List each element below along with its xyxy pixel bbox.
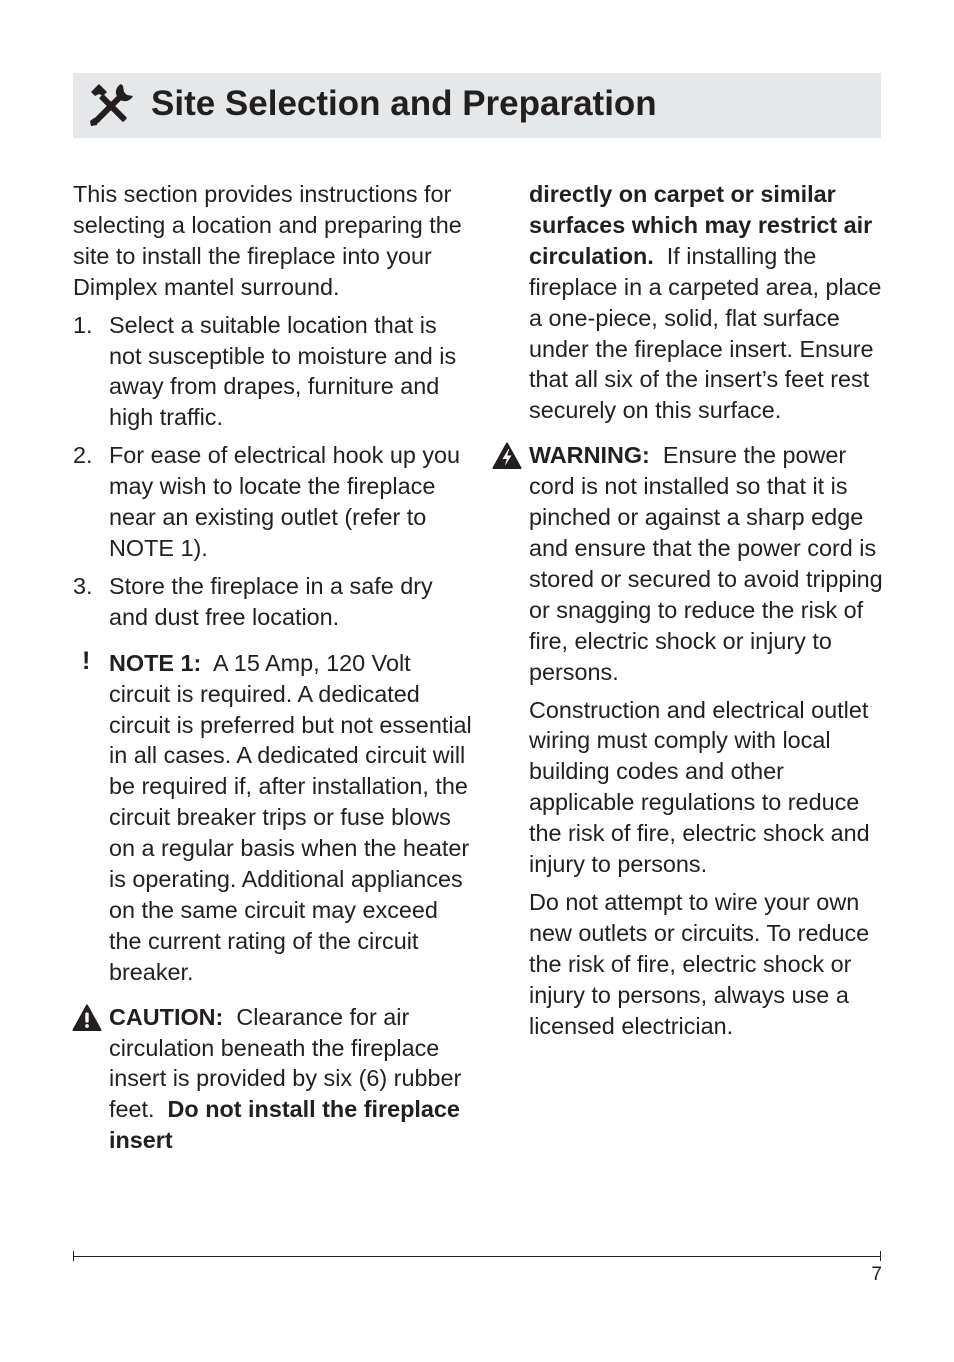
caution-block [73, 1002, 473, 1157]
list-item [73, 440, 473, 564]
warning-label: WARNING: [529, 442, 650, 469]
caution-label: CAUTION: [109, 1003, 224, 1030]
caution-bold-tail: Do not install the fireplace insert [109, 1096, 460, 1154]
tools-icon [87, 82, 135, 130]
list-item [73, 310, 473, 434]
list-number: 3. [73, 572, 93, 599]
footer-divider-tick [880, 1251, 881, 1261]
exclamation-icon: ! [82, 646, 91, 675]
note-block [73, 648, 473, 988]
list-number: 2. [73, 442, 93, 469]
list-number: 1. [73, 311, 93, 338]
warning-block [529, 440, 889, 687]
caution-continued [529, 179, 889, 426]
wiring-paragraph: Construction and electrical outlet wiring must comply with local building codes and other applicable regulations to reduce the risk of fire, electric shock and injury to persons. [529, 696, 870, 878]
intro-paragraph: This section provides instructions for selecting a location and preparing the site to install the fireplace into your Dimplex mantel surround. [73, 181, 462, 300]
list-item [73, 571, 473, 633]
page-number: 7 [871, 1264, 882, 1285]
caution-continued-bold: directly on carpet or similar surfaces which may restrict air circulation. [529, 181, 873, 269]
warning-text: Ensure the power cord is not installed so that it is pinched or against a sharp edge and ensure that the power cord is stored or secured to avoid tripping or snagging to reduce the risk of fire, electric shock or injury to persons. [529, 442, 883, 685]
footer-divider [73, 1256, 881, 1257]
caution-continued-text: If installing the fireplace in a carpeted area, place a one-piece, solid, flat surface under the fireplace insert. Ensure that all six of the insert’s feet rest securely on this surface. [529, 242, 882, 424]
right-column [529, 179, 889, 1041]
note-label: NOTE 1: [109, 649, 202, 676]
caution-text: Clearance for air circulation beneath the fireplace insert is provided by six (6) rubber feet. [109, 1003, 462, 1123]
note-text: A 15 Amp, 120 Volt circuit is required. A dedicated circuit is preferred but not essential in all cases. A dedicated circuit will be required if, after installation, the circuit breaker trips or fuse blows on a regular basis when the heater is operating. Additional appliances on the same circuit may exceed the current rating of the circuit breaker. [109, 649, 472, 985]
electric-warning-icon [492, 442, 522, 470]
list-text: Store the fireplace in a safe dry and dust free location. [109, 572, 433, 630]
left-column [73, 179, 473, 1156]
caution-triangle-icon [72, 1004, 102, 1032]
electrician-paragraph: Do not attempt to wire your own new outlets or circuits. To reduce the risk of fire, electric shock or injury to persons, always use a licensed electrician. [529, 888, 870, 1039]
list-text: Select a suitable location that is not susceptible to moisture and is away from drapes, furniture and high traffic. [109, 311, 457, 431]
page-title: Site Selection and Preparation [151, 84, 657, 123]
list-text: For ease of electrical hook up you may wish to locate the fireplace near an existing outlet (refer to NOTE 1). [109, 442, 461, 561]
footer-divider-tick [73, 1251, 74, 1261]
section-header [73, 73, 881, 138]
